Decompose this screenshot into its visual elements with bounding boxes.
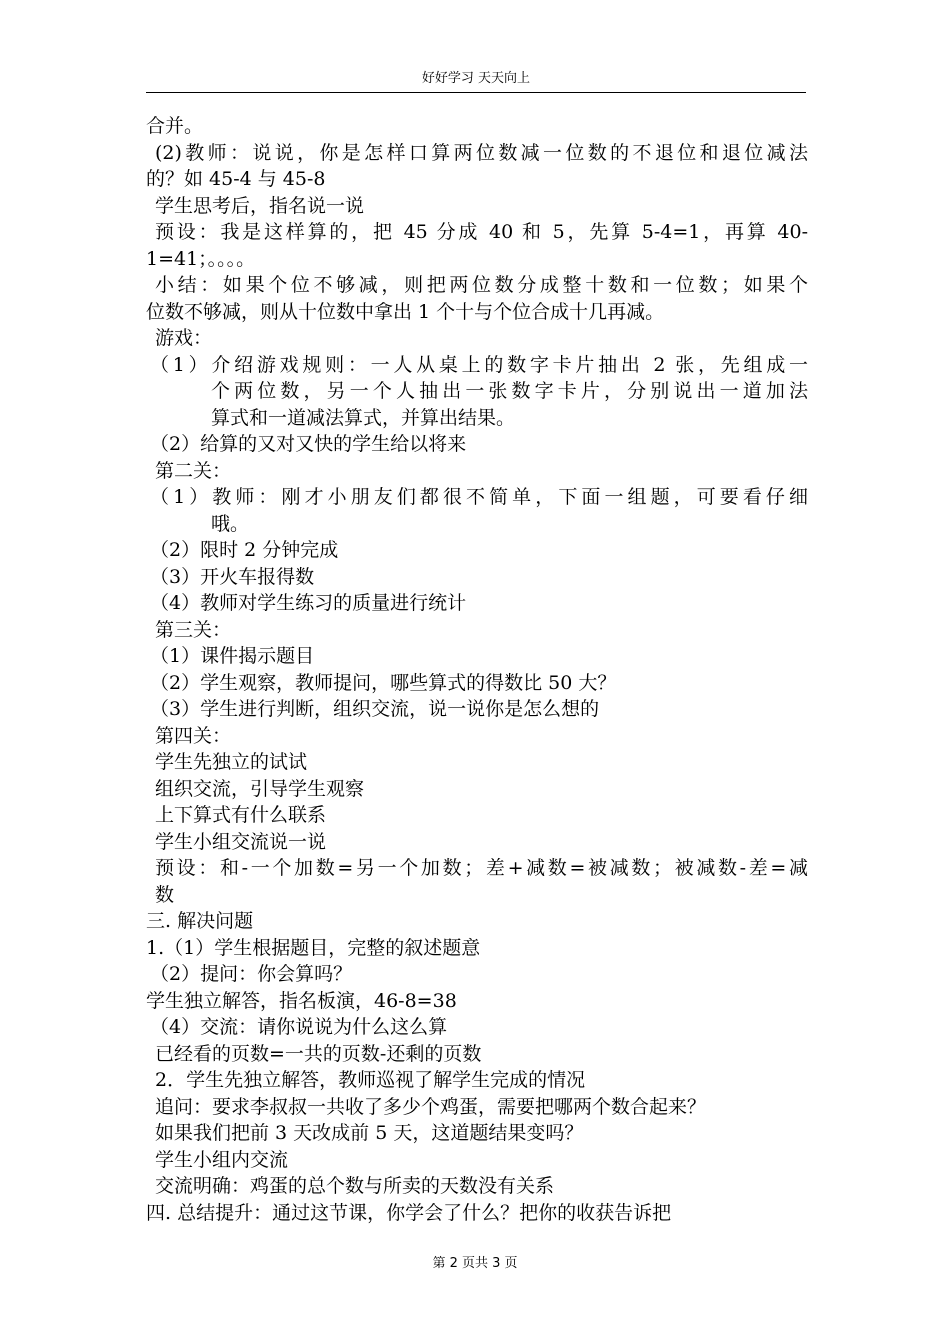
text-line: 1.（1）学生根据题目，完整的叙述题意: [146, 936, 481, 959]
text-line: 学生小组交流说一说: [155, 830, 327, 853]
text-line: （1）介绍游戏规则：一人从桌上的数字卡片抽出 2 张，先组成一: [150, 353, 808, 376]
text-line: 学生独立解答，指名板演，46-8=38: [146, 989, 457, 1012]
text-line: 三. 解决问题: [146, 910, 254, 932]
text-line: 1=41；。。。。: [146, 247, 256, 270]
text-line: 数: [155, 883, 175, 906]
text-line: 第四关：: [155, 724, 232, 747]
text-line: 合并。: [146, 115, 204, 137]
text-line: （1）课件揭示题目: [150, 645, 315, 667]
text-line: 2．学生先独立解答，教师巡视了解学生完成的情况: [155, 1069, 586, 1091]
text-line: 位数不够减，则从十位数中拿出 1 个十与个位合成十几再减。: [146, 300, 665, 323]
text-line: （2）学生观察，教师提问，哪些算式的得数比 50 大？: [150, 671, 617, 694]
page-header: 好好学习 天天向上: [146, 70, 806, 93]
text-line: （2）限时 2 分钟完成: [150, 539, 339, 561]
text-line: （2）提问：你会算吗？: [150, 963, 353, 985]
text-line: （4）交流：请你说说为什么这么算: [150, 1016, 448, 1038]
text-line: 追问：要求李叔叔一共收了多少个鸡蛋，需要把哪两个数合起来？: [155, 1095, 707, 1118]
text-line: 组织交流，引导学生观察: [155, 777, 365, 800]
text-line: 如果我们把前 3 天改成前 5 天，这道题结果变吗？: [155, 1122, 584, 1144]
text-line: 第二关：: [155, 459, 232, 482]
document-body: [146, 113, 808, 1226]
text-line: （4）教师对学生练习的质量进行统计: [150, 592, 467, 614]
text-line: 小结：如果个位不够减，则把两位数分成整十数和一位数；如果个: [155, 274, 808, 296]
text-line: 学生小组内交流: [155, 1148, 289, 1171]
text-line: 哦。: [211, 512, 250, 535]
text-line: （2）给算的又对又快的学生给以将来: [150, 433, 467, 455]
text-line: 学生先独立的试试: [155, 751, 308, 773]
text-line: 游戏：: [155, 327, 213, 349]
text-line: 第三关：: [155, 618, 232, 641]
text-line: 预设：和-一个加数=另一个加数；差+减数=被减数；被减数-差=减: [155, 857, 808, 879]
text-line: (2)教师：说说，你是怎样口算两位数减一位数的不退位和退位减法: [155, 141, 808, 164]
text-line: （3）学生进行判断，组织交流，说一说你是怎么想的: [150, 698, 600, 720]
text-line: 学生思考后，指名说一说: [155, 194, 365, 217]
text-line: 算式和一道减法算式，并算出结果。: [211, 406, 516, 429]
text-line: 交流明确：鸡蛋的总个数与所卖的天数没有关系: [155, 1175, 555, 1197]
text-line: 个两位数，另一个人抽出一张数字卡片，分别说出一道加法: [211, 380, 808, 402]
text-line: 四. 总结提升：通过这节课，你学会了什么？把你的收获告诉把: [146, 1201, 672, 1224]
text-line: 的？如 45-4 与 45-8: [146, 168, 326, 190]
text-line: （3）开火车报得数: [150, 565, 315, 588]
text-line: 已经看的页数=一共的页数-还剩的页数: [155, 1042, 482, 1065]
text-line: 预设：我是这样算的，把 45 分成 40 和 5，先算 5-4=1，再算 40-: [155, 221, 808, 243]
text-line: 上下算式有什么联系: [155, 804, 327, 826]
text-line: （1）教师：刚才小朋友们都很不简单，下面一组题，可要看仔细: [150, 486, 808, 508]
page-footer: 第 2 页共 3 页: [432, 1256, 518, 1271]
